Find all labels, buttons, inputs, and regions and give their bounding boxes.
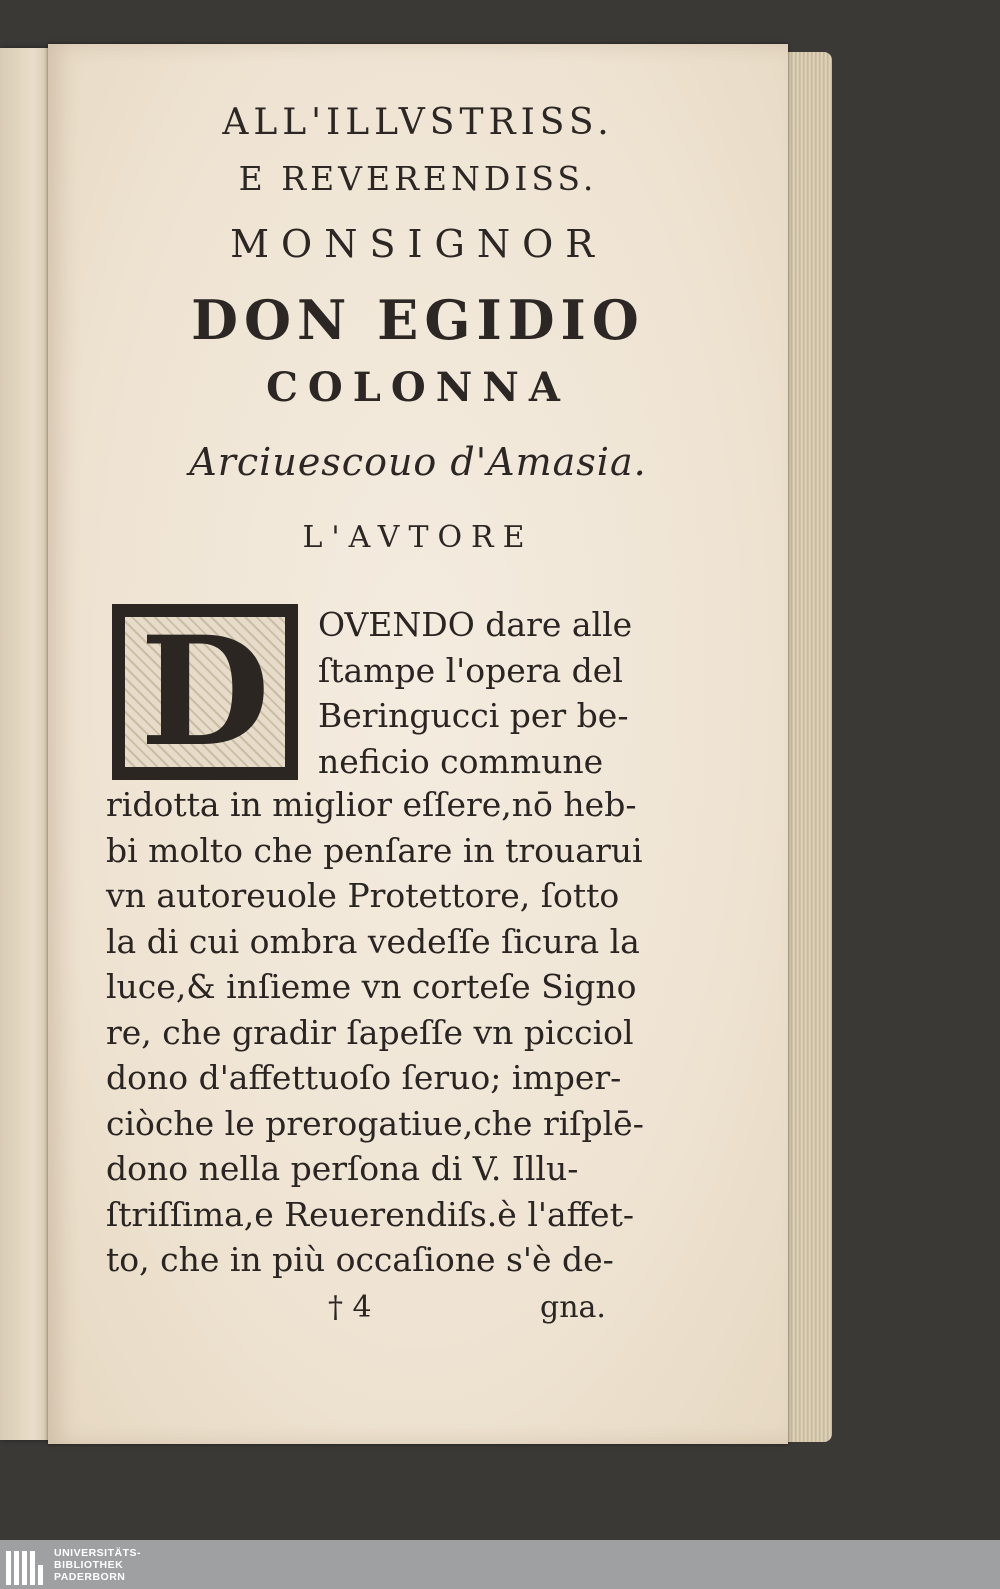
text-line: to, che in più occaſione s'è de- bbox=[106, 1240, 614, 1279]
text-line: vn autoreuole Protettore, ſotto bbox=[106, 876, 620, 915]
text-line: ſtriſſima,e Reuerendiſs.è l'affet- bbox=[106, 1194, 634, 1234]
text-line: OVENDO dare alle bbox=[318, 605, 633, 644]
author-heading: L'AVTORE bbox=[302, 520, 534, 555]
signature-mark: † 4 bbox=[328, 1290, 372, 1325]
institution-line-3: PADERBORN bbox=[54, 1570, 126, 1583]
heading-line-1: ALL'ILLVSTRISS. bbox=[222, 102, 614, 143]
text-line: neficio commune bbox=[318, 741, 604, 781]
text-line: dono d'affettuoſo ſeruo; imper- bbox=[106, 1058, 622, 1097]
heading-line-6: Arciuescouo d'Amasia. bbox=[189, 440, 647, 484]
institution-name bbox=[54, 1547, 141, 1583]
initial-ornament bbox=[125, 604, 285, 780]
library-logo-icon bbox=[6, 1545, 46, 1585]
institution-bar bbox=[0, 1540, 1000, 1589]
text-line: Beringucci per be- bbox=[318, 696, 629, 735]
text-line: re, che gradir ſapeſſe vn picciol bbox=[106, 1012, 634, 1052]
institution-line-1: UNIVERSITÄTS- bbox=[54, 1546, 142, 1559]
text-line: bi molto che penſare in trouarui bbox=[106, 830, 643, 870]
body-text bbox=[106, 782, 716, 1283]
decorated-initial bbox=[112, 604, 298, 780]
heading-line-2: E REVERENDISS. bbox=[238, 159, 598, 198]
text-line: dono nella perſona di V. Illu- bbox=[106, 1149, 579, 1188]
heading-line-3: MONSIGNOR bbox=[230, 222, 606, 266]
text-line: ſtampe l'opera del bbox=[318, 650, 623, 690]
book-page bbox=[48, 44, 788, 1444]
text-line: ciòche le prerogatiue,che riſplē- bbox=[106, 1103, 644, 1143]
initial-letter: D bbox=[139, 604, 271, 780]
text-line: ridotta in miglior eſſere,nō heb- bbox=[106, 785, 637, 824]
heading-line-5: COLONNA bbox=[266, 364, 570, 411]
text-line: luce,& inſieme vn corteſe Signo bbox=[106, 967, 637, 1006]
initial-side-text bbox=[318, 602, 718, 784]
heading-line-4: DON EGIDIO bbox=[191, 288, 645, 352]
catchword: gna. bbox=[540, 1290, 606, 1325]
page-footer bbox=[48, 1290, 788, 1330]
institution-line-2: BIBLIOTHEK bbox=[54, 1558, 124, 1571]
text-line: la di cui ombra vedeſſe ſicura la bbox=[106, 921, 640, 961]
